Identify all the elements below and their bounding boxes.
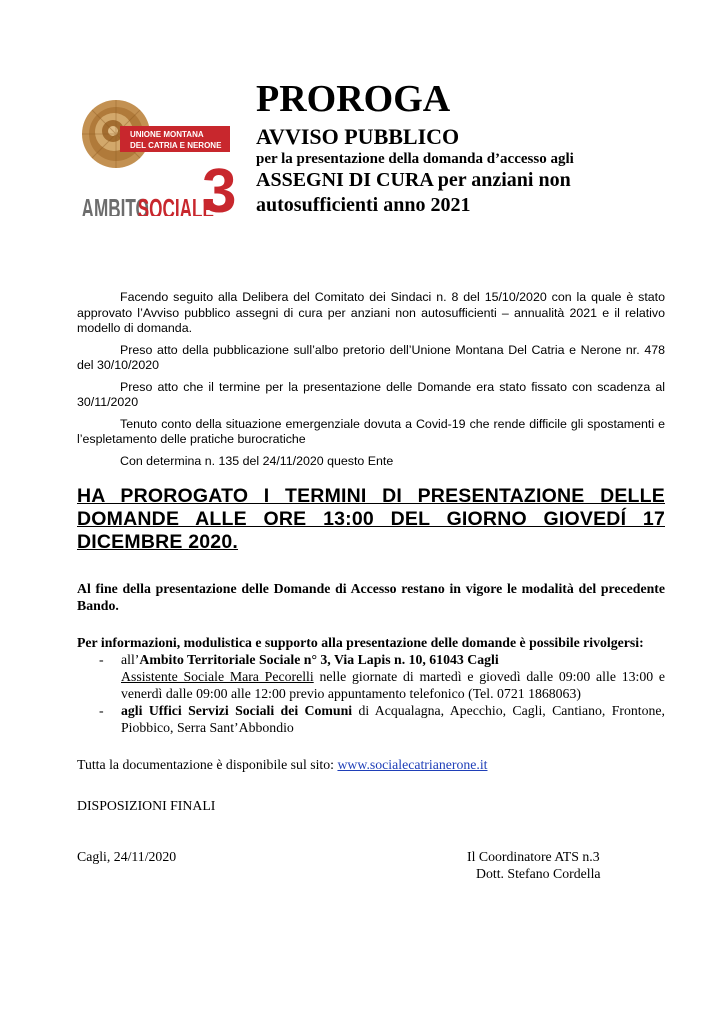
item1-hours: nelle giornate di martedì e giovedì dalle 09:00 alle 13:00 e venerdì dalle 09:00 alle 12:00 previo appuntamento telefonico (Tel. 0721 1868063) — [121, 669, 665, 701]
list-item — [77, 651, 665, 702]
municipal-offices: agli Uffici Servizi Sociali dei Comuni — [121, 703, 353, 718]
item2-towns: di Acqualagna, Apecchio, Cagli, Cantiano, Frontone, Piobbico, Serra Sant’Abbondio — [121, 703, 665, 735]
ammonite-shell-icon — [80, 98, 238, 216]
paragraph-delibera: Facendo seguito alla Delibera del Comitato dei Sindaci n. 8 del 15/10/2020 con la quale è stato approvato l’Avviso pubblico assegni di cura per anziani non autosufficienti – annualità 2021 e il relativo modello di domanda. — [77, 290, 665, 335]
info-intro: Per informazioni, modulistica e supporto alla presentazione delle domande è possibile rivolgersi: — [77, 635, 644, 650]
place-date: Cagli, 24/11/2020 — [77, 849, 177, 864]
item1-prefix: all’ — [121, 652, 140, 667]
announcement-heading: HA PROROGATO I TERMINI DI PRESENTAZIONE DELLE DOMANDE ALLE ORE 13:00 DEL GIORNO GIOVEDÍ 17 DICEMBRE 2020. — [77, 485, 665, 553]
header-line-4: ASSEGNI DI CURA per anziani non autosufficienti anno 2021 — [256, 169, 571, 216]
dash-bullet: - — [99, 703, 104, 718]
svg-text:3: 3 — [202, 157, 237, 216]
paragraph-determina: Con determina n. 135 del 24/11/2020 questo Ente — [120, 453, 394, 468]
paragraph-covid: Tenuto conto della situazione emergenziale dovuta a Covid-19 che rende difficile gli spostamenti e l’espletamento delle pratiche burocratiche — [77, 416, 665, 446]
signature-block — [77, 848, 665, 882]
dash-bullet: - — [99, 652, 104, 667]
signatory — [467, 848, 627, 882]
document-body — [77, 290, 665, 882]
website-text: Tutta la documentazione è disponibile sul sito: — [77, 757, 338, 772]
paragraph-termine: Preso atto che il termine per la presentazione delle Domande era stato fissato con scadenza al 30/11/2020 — [77, 379, 665, 409]
contact-list — [77, 651, 665, 736]
svg-text:DEL CATRIA E NERONE: DEL CATRIA E NERONE — [130, 141, 222, 150]
website-line — [77, 756, 665, 773]
note-paragraph: Al fine della presentazione delle Domande di Accesso restano in vigore le modalità del precedente Bando. — [77, 581, 665, 613]
header — [256, 78, 636, 218]
ats-address: Ambito Territoriale Sociale n° 3, Via Lapis n. 10, 61043 Cagli — [139, 652, 499, 667]
page-subtitle: AVVISO PUBBLICO — [256, 124, 460, 149]
header-line-3: per la presentazione della domanda d’accesso agli — [256, 151, 574, 167]
final-provisions-heading: DISPOSIZIONI FINALI — [77, 798, 216, 813]
paragraph-albo: Preso atto della pubblicazione sull’albo pretorio dell’Unione Montana Del Catria e Nerone nr. 478 del 30/10/2020 — [77, 342, 665, 372]
list-item — [77, 702, 665, 736]
website-link[interactable]: www.socialecatrianerone.it — [337, 757, 488, 772]
svg-text:UNIONE MONTANA: UNIONE MONTANA — [130, 130, 204, 139]
signatory-name: Dott. Stefano Cordella — [476, 866, 601, 881]
ambito-sociale-logo — [80, 98, 238, 216]
svg-text:SOCIALE: SOCIALE — [137, 192, 214, 216]
social-worker-name: Assistente Sociale Mara Pecorelli — [121, 669, 314, 684]
svg-text:AMBITO: AMBITO — [81, 192, 149, 216]
signatory-role: Il Coordinatore ATS n.3 — [467, 849, 600, 864]
page-title: PROROGA — [256, 78, 451, 120]
